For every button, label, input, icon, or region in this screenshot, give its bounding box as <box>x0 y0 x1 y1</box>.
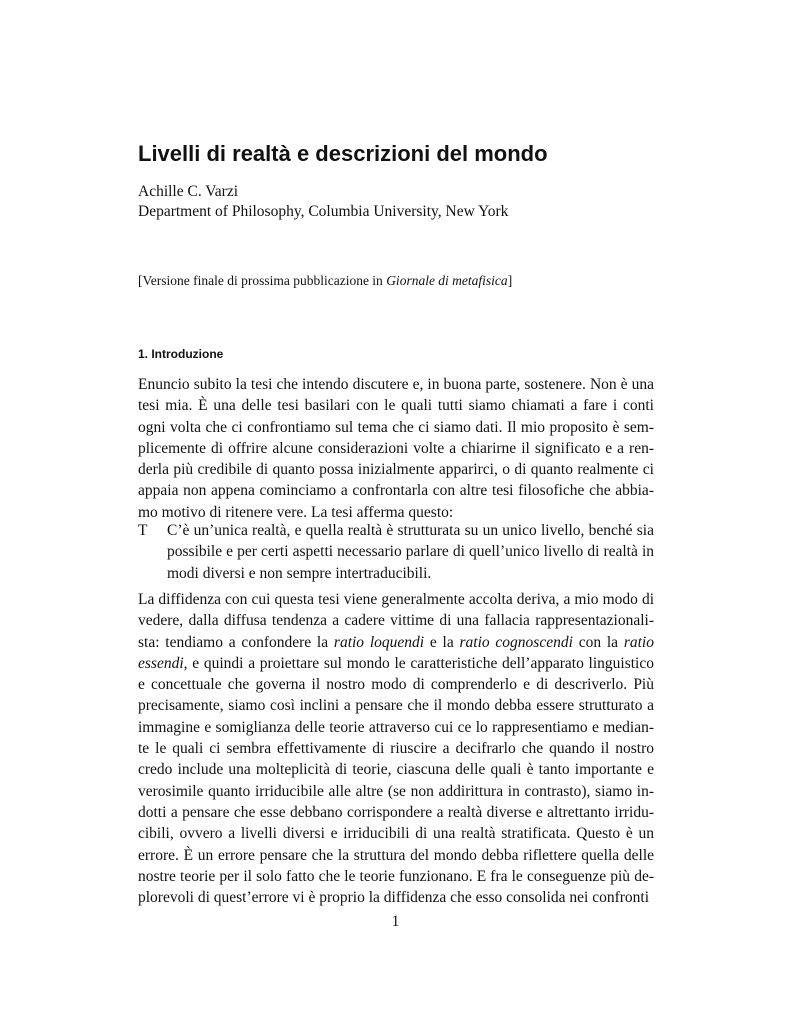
paragraph-intro: Enuncio subito la tesi che intendo discutere e, in buona parte, sostenere. Non è una tesi mia. È una delle tesi basilari con le quali tutti siamo chiamati a fare i conti ogni volta che ci confrontiamo sul tema che ci siamo dati. Il mio proposito è semplicemente di offrire alcune considerazioni volte a chiarirne il significato e a renderla più credibile di quanto possa inizialmente apparirci, o di quanto realmente ci appaia non appena cominciamo a confrontarla con altre tesi filosofiche che abbiamo motivo di ritenere vere. La tesi afferma questo: <box>138 376 654 521</box>
thesis-label: T <box>138 522 148 539</box>
page-number: 1 <box>391 913 400 930</box>
publication-note <box>138 272 658 290</box>
author-name: Achille C. Varzi <box>138 183 239 200</box>
publication-note-prefix: [Versione finale di prossima pubblicazione in <box>138 273 387 288</box>
section-heading: 1. Introduzione <box>138 347 224 361</box>
paper-title: Livelli di realtà e descrizioni del mondo <box>138 141 548 166</box>
italic-ratio-loquendi: ratio loquendi <box>333 633 425 651</box>
italic-ratio-cognoscendi: ratio cognoscendi <box>459 633 573 651</box>
thesis-text: C’è un’unica realtà, e quella realtà è strutturata su un unico livello, benché sia possibile e per certi aspetti necessario parlare di quell’unico livello di realtà in modi diversi e non sempre intertraducibili. <box>167 522 654 582</box>
journal-name: Giornale di metafisica <box>386 273 508 288</box>
paragraph-body-part4: , e quindi a proiettare sul mondo le caratteristiche dell’apparato linguistico e concettuale che governa il nostro modo di comprenderlo e di descriverlo. Più precisamente, siamo così inclini a pensare che il mondo debba essere strutturato a immagine e somiglianza delle teorie attraverso cui ce lo rappresentiamo e mediante le quali ci sembra effettivamente di riuscire a decifrarlo che quando il nostro credo include una molteplicità di teorie, ciascuna delle quali è tanto importante e verosimile quanto irriducibile alle altre (se non addirittura in contrasto), siamo indotti a pensare che esse debbano corrispondere a realtà diverse e altrettanto irriducibili, ovvero a livelli diversi e irriducibili di una realtà stratificata. Questo è un errore. È un errore pensare che la struttura del mondo debba riflettere quella delle nostre teorie per il solo fatto che le teorie funzionano. E fra le conseguenze più deplorevoli di quest’errore vi è proprio la diffidenza che esso consolida nei confronti <box>138 654 654 907</box>
paragraph-body <box>138 589 654 908</box>
italic-ratio-essendi: ratio essendi <box>138 633 654 672</box>
author-affiliation: Department of Philosophy, Columbia University, New York <box>138 203 509 220</box>
paragraph-body-part1: La diffidenza con cui questa tesi viene generalmente accolta deriva, a mio modo di vedere, dalla diffusa tendenza a cadere vittime di una fallacia rappresentazionalista: tendiamo a confondere la <box>138 591 654 651</box>
paragraph-body-part2: e la <box>424 633 460 651</box>
publication-note-suffix: ] <box>507 273 513 288</box>
paragraph-body-part3: con la <box>572 633 624 651</box>
